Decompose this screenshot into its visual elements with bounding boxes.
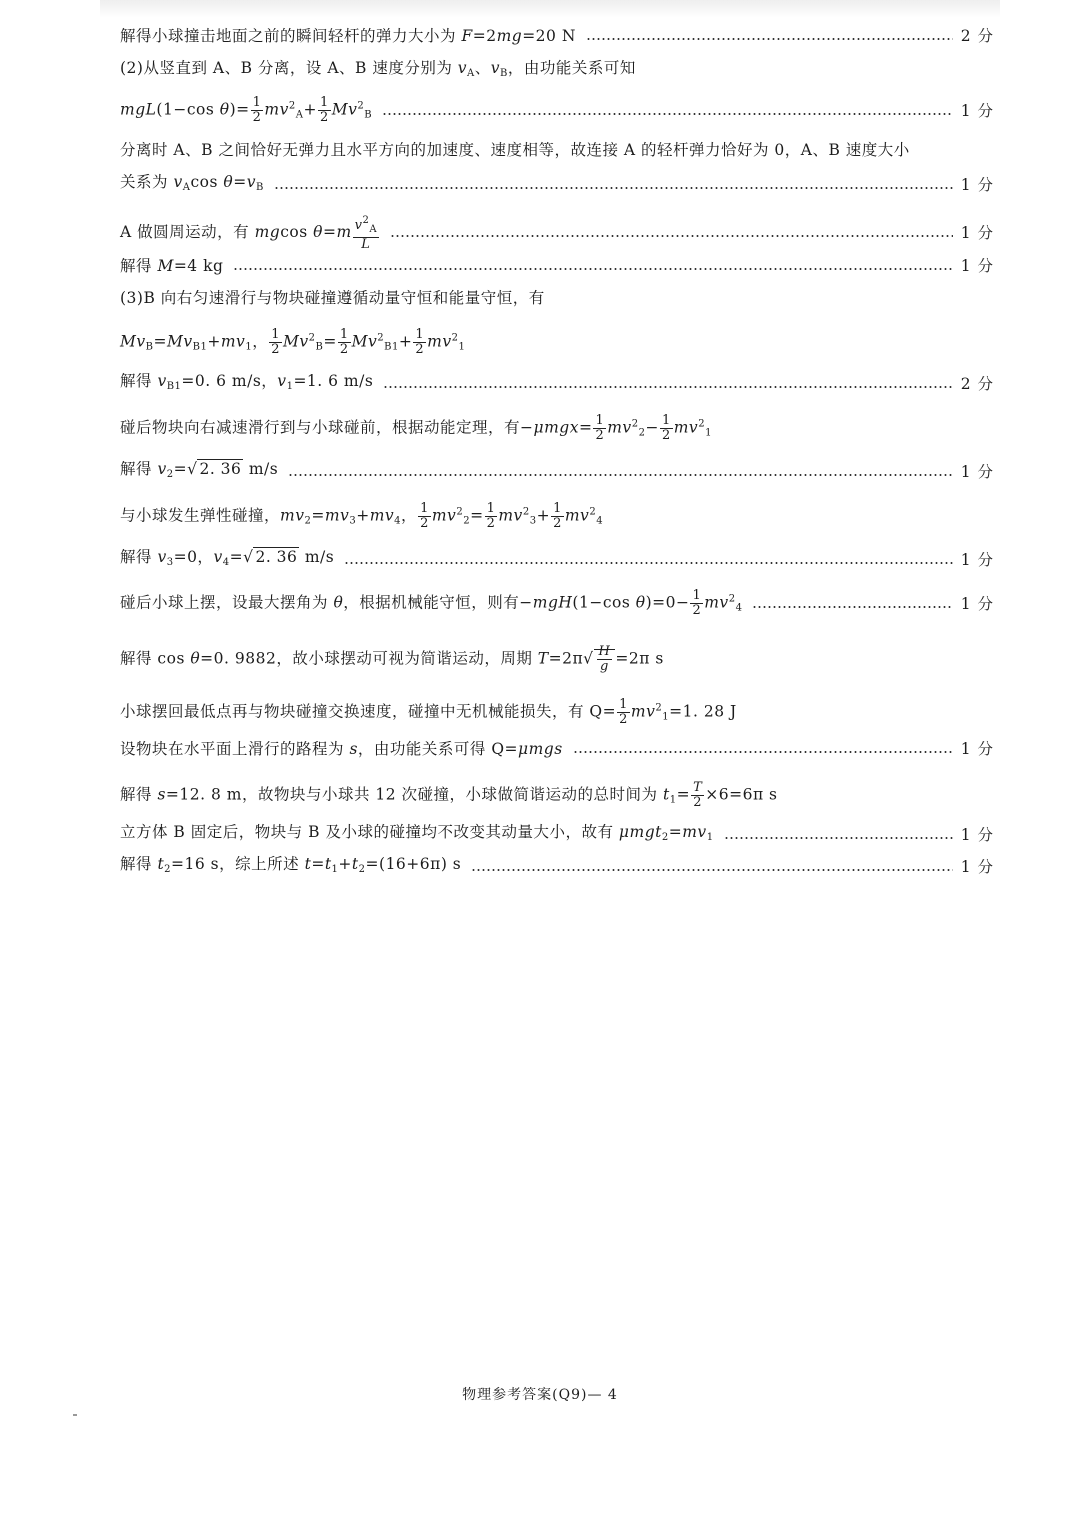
leader-dots xyxy=(274,187,953,189)
score-label: 1 分 xyxy=(960,176,994,194)
score-label: 1 分 xyxy=(960,826,994,844)
leader-dots xyxy=(233,268,952,270)
leader-dots xyxy=(752,606,952,608)
line-text: 立方体 B 固定后，物块与 B 及小球的碰撞均不改变其动量大小，故有 $\mu mgt_2=mv_1$ xyxy=(120,823,714,843)
answer-line xyxy=(120,739,994,759)
score-label: 1 分 xyxy=(960,101,994,120)
answer-line xyxy=(120,547,994,573)
answer-line xyxy=(120,502,994,532)
line-text: 解得 s=12. 8 m，故物块与小球共 12 次碰撞，小球做简谐运动的总时间为 $t_1=$ $\frac{T}{2}$ ×6=6π s xyxy=(120,780,778,810)
answer-line xyxy=(120,256,994,276)
score-label: 1 分 xyxy=(960,594,994,613)
answer-line xyxy=(120,414,994,444)
answer-line xyxy=(120,371,994,397)
answer-line xyxy=(120,328,994,358)
line-text: 碰后物块向右减速滑行到与小球碰前，根据动能定理，有−μmgx= $\frac{1}{2}$ $mv^2_2-$ $\frac{1}{2}$ $mv^2_1$ xyxy=(120,413,712,443)
answer-line xyxy=(120,26,994,46)
line-text: 解得 cos θ=0. 9882，故小球摆动可视为简谐运动，周期 T=2π√ $\frac{H}{g}$ =2π s xyxy=(120,644,664,674)
leader-dots xyxy=(390,235,953,237)
leader-dots xyxy=(724,837,953,839)
answer-line xyxy=(120,96,994,126)
score-label: 2 分 xyxy=(960,27,994,45)
answer-line xyxy=(120,645,994,674)
score-label: 1 分 xyxy=(960,740,994,758)
answer-line xyxy=(120,854,994,880)
leader-dots xyxy=(586,38,953,40)
line-text: A 做圆周运动，有 mgcos θ=m $\frac{v^2_A}{L}$ xyxy=(120,215,378,252)
leader-dots xyxy=(288,474,952,476)
page-footer: 物理参考答案(Q9)— 4 xyxy=(462,1387,618,1403)
answer-line xyxy=(120,698,994,728)
line-text: (2)从竖直到 A、B 分离，设 A、B 速度分别为 $v_A$、$v_B$，由功能关系可知 xyxy=(120,59,636,79)
line-text: 碰后小球上摆，设最大摆角为 θ，根据机械能守恒，则有−mgH(1−cos θ)=0− $\frac{1}{2}$ $mv^2_4$ xyxy=(120,588,743,618)
scan-shadow xyxy=(100,0,1000,18)
line-text: 解得 $v_2=√$ 2. 36 m/s xyxy=(120,460,279,480)
answer-line xyxy=(120,288,994,308)
line-text: 关系为 $v_A\cos$ $\theta=v_B$ xyxy=(120,173,264,193)
scan-speck xyxy=(73,1414,77,1416)
leader-dots xyxy=(573,751,953,753)
line-text: mgL(1−cos θ)= $\frac{1}{2}$ $mv^2_A+$ $\frac{1}{2}$ $Mv^2_B$ xyxy=(120,95,373,125)
score-label: 2 分 xyxy=(960,375,994,393)
score-label: 1 分 xyxy=(960,858,994,876)
leader-dots xyxy=(383,386,952,388)
line-text: 解得 $v_3=0$，$v_4=√$ 2. 36 m/s xyxy=(120,548,335,568)
line-text: 解得 $v_{B1}=0$. 6 m/s，$v_1=1$. 6 m/s xyxy=(120,372,374,392)
score-label: 1 分 xyxy=(960,551,994,569)
line-text: (3)B 向右匀速滑行与物块碰撞遵循动量守恒和能量守恒，有 xyxy=(120,289,545,307)
leader-dots xyxy=(471,869,952,871)
line-text: $Mv_B=Mv_{B1}+mv_1$， $\frac{1}{2}$ $Mv^2_B=$ $\frac{1}{2}$ $Mv^2_{B1}+$ $\frac{1}{2}$ $mv^2_1$ xyxy=(120,327,466,357)
answer-line xyxy=(120,459,994,485)
line-text: 解得 M=4 kg xyxy=(120,257,224,275)
line-text: 解得小球撞击地面之前的瞬间轻杆的弹力大小为 F=2mg=20 N xyxy=(120,27,576,45)
answer-line xyxy=(120,214,994,252)
score-label: 1 分 xyxy=(960,224,994,242)
line-text: 设物块在水平面上滑行的路程为 s，由功能关系可得 Q=μmgs xyxy=(120,740,563,758)
answer-line xyxy=(120,781,994,811)
leader-dots xyxy=(382,113,953,115)
line-text: 分离时 A、B 之间恰好无弹力且水平方向的加速度、速度相等，故连接 A 的轻杆弹力恰好为 0，A、B 速度大小 xyxy=(120,141,910,159)
line-text: 与小球发生弹性碰撞，$mv_2=mv_3+mv_4$， $\frac{1}{2}$ $mv^2_2=$ $\frac{1}{2}$ $mv^2_3+$ $\frac{1}{2}$ $mv^2_4$ xyxy=(120,501,604,531)
score-label: 1 分 xyxy=(960,257,994,275)
answer-line xyxy=(120,822,994,848)
leader-dots xyxy=(344,562,952,564)
line-text: 小球摆回最低点再与物块碰撞交换速度，碰撞中无机械能损失，有 Q= $\frac{1}{2}$ $mv^2_1=1$. 28 J xyxy=(120,697,737,727)
answer-line xyxy=(120,58,994,84)
answer-line xyxy=(120,172,994,198)
score-label: 1 分 xyxy=(960,463,994,481)
answer-line xyxy=(120,140,994,160)
answer-line xyxy=(120,589,994,619)
line-text: 解得 $t_2=16$ s，综上所述 $t=t_1+t_2=(16+6\pi)$ s xyxy=(120,855,462,875)
